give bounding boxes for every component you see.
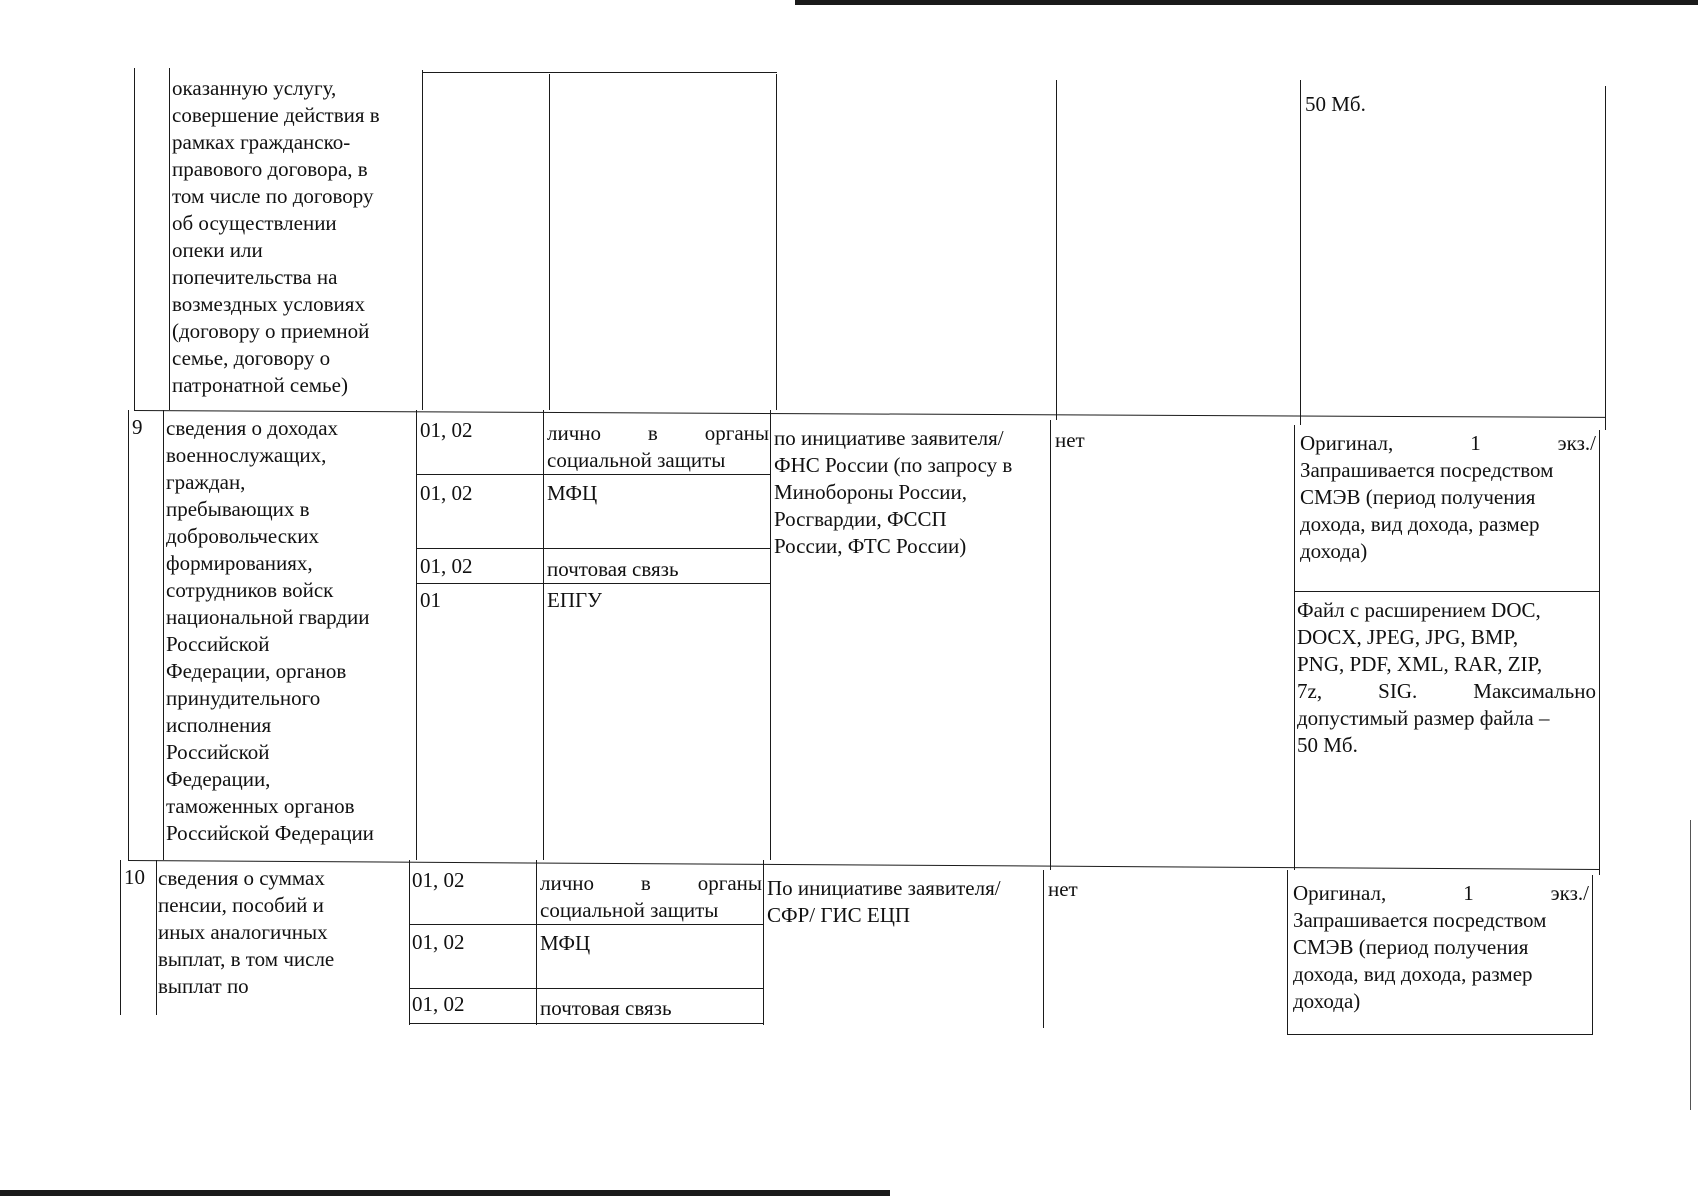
text-line: сведения о суммах	[158, 866, 325, 890]
row10-requirements	[1293, 880, 1589, 1015]
text-line: исполнения	[166, 713, 272, 737]
row9-channel3-method: почтовая связь	[547, 557, 679, 581]
row10-channel3-method: почтовая связь	[540, 996, 672, 1020]
text-line: СМЭВ (период получения	[1300, 485, 1536, 509]
text-line: том числе по договору	[172, 184, 374, 208]
text-line: социальной защиты	[547, 448, 726, 472]
text-line: по инициативе заявителя/	[774, 426, 1004, 450]
row10-channel2-method: МФЦ	[540, 931, 591, 955]
text-line: ФНС России (по запросу в	[774, 453, 1013, 477]
text-line: 50 Мб.	[1297, 733, 1358, 757]
text-line: об осуществлении	[172, 211, 337, 235]
text-line: дохода, вид дохода, размер	[1300, 512, 1540, 536]
row10-service-name	[158, 865, 334, 1000]
text-line: дохода, вид дохода, размер	[1293, 962, 1533, 986]
text-line: попечительства на	[172, 265, 338, 289]
text-line: дохода)	[1293, 989, 1361, 1013]
row9-source	[774, 425, 1012, 560]
text-line: рамках гражданско-	[172, 130, 351, 154]
scan-edge-right	[1690, 820, 1691, 1110]
text-line: добровольческих	[166, 524, 319, 548]
text-line: допустимый размер файла –	[1297, 706, 1550, 730]
text-line: семье, договору о	[172, 346, 331, 370]
row10-number: 10	[124, 865, 145, 889]
text-line: совершение действия в	[172, 103, 380, 127]
text-line: военнослужащих,	[166, 443, 327, 467]
row9-channel4-codes: 01	[420, 588, 441, 612]
text-line: пребывающих в	[166, 497, 310, 521]
word: экз./	[1550, 881, 1589, 905]
row10-source	[767, 875, 1001, 929]
row9-channel3-codes: 01, 02	[420, 554, 473, 578]
text-line: СМЭВ (период получения	[1293, 935, 1529, 959]
text-line: DOCX, JPEG, JPG, BMP,	[1297, 625, 1519, 649]
text-line: (договору о приемной	[172, 319, 370, 343]
row9-channel1-method	[547, 420, 769, 474]
text-line: Федерации,	[166, 767, 271, 791]
text-line: Запрашивается посредством	[1300, 458, 1554, 482]
text-line: сведения о доходах	[166, 416, 339, 440]
text-line: иных аналогичных	[158, 920, 328, 944]
text-line: социальной защиты	[540, 898, 719, 922]
word: в	[647, 421, 658, 445]
row10-channel2-codes: 01, 02	[412, 930, 465, 954]
text-line: Запрашивается посредством	[1293, 908, 1547, 932]
row9-number: 9	[132, 415, 143, 439]
text-line: правового договора, в	[172, 157, 368, 181]
text-line: Российской Федерации	[166, 821, 374, 845]
text-line: граждан,	[166, 470, 246, 494]
row9-channel2-method: МФЦ	[547, 481, 598, 505]
word: 1	[1463, 881, 1474, 905]
word: 1	[1470, 431, 1481, 455]
text-line: Росгвардии, ФССП	[774, 507, 947, 531]
word: органы	[697, 871, 762, 895]
row10-channel1-method	[540, 870, 762, 924]
text-line: Российской	[166, 740, 270, 764]
text-line: возмездных условиях	[172, 292, 365, 316]
row10-channel1-codes: 01, 02	[412, 868, 465, 892]
scan-edge-top	[795, 0, 1698, 5]
word: Оригинал,	[1293, 881, 1387, 905]
word: экз./	[1557, 431, 1596, 455]
row9-channel2-codes: 01, 02	[420, 481, 473, 505]
text-line: Файл с расширением DOC,	[1297, 598, 1541, 622]
row9-requirements	[1300, 430, 1596, 565]
word: лично	[547, 421, 602, 445]
text-line: выплат, в том числе	[158, 947, 335, 971]
row8-service-name	[172, 75, 380, 399]
word: 7z,	[1297, 679, 1323, 703]
text-line: пенсии, пособий и	[158, 893, 324, 917]
word: Оригинал,	[1300, 431, 1394, 455]
row9-file-requirements	[1297, 597, 1596, 759]
row9-mandatory: нет	[1055, 428, 1085, 452]
row8-file-size-note: 50 Мб.	[1305, 92, 1366, 116]
text-line: Федерации, органов	[166, 659, 347, 683]
row9-channel4-method: ЕПГУ	[547, 588, 603, 612]
row9-service-name	[166, 415, 374, 847]
text-line: СФР/ ГИС ЕЦП	[767, 903, 911, 927]
word: лично	[540, 871, 595, 895]
word: SIG.	[1378, 679, 1418, 703]
text-line: таможенных органов	[166, 794, 355, 818]
text-line: PNG, PDF, XML, RAR, ZIP,	[1297, 652, 1543, 676]
text-line: принудительного	[166, 686, 321, 710]
row10-channel3-codes: 01, 02	[412, 992, 465, 1016]
text-line: патронатной семье)	[172, 373, 348, 397]
text-line: выплат по	[158, 974, 249, 998]
text-line: дохода)	[1300, 539, 1368, 563]
text-line: Российской	[166, 632, 270, 656]
row9-channel1-codes: 01, 02	[420, 418, 473, 442]
row10-mandatory: нет	[1048, 877, 1078, 901]
text-line: сотрудников войск	[166, 578, 334, 602]
text-line: национальной гвардии	[166, 605, 370, 629]
scan-edge-bottom	[0, 1190, 890, 1196]
word: органы	[704, 421, 769, 445]
text-line: оказанную услугу,	[172, 76, 337, 100]
word: Максимально	[1473, 679, 1596, 703]
text-line: Минобороны России,	[774, 480, 967, 504]
text-line: России, ФТС России)	[774, 534, 967, 558]
text-line: формированиях,	[166, 551, 313, 575]
text-line: опеки или	[172, 238, 263, 262]
text-line: По инициативе заявителя/	[767, 876, 1001, 900]
word: в	[640, 871, 651, 895]
